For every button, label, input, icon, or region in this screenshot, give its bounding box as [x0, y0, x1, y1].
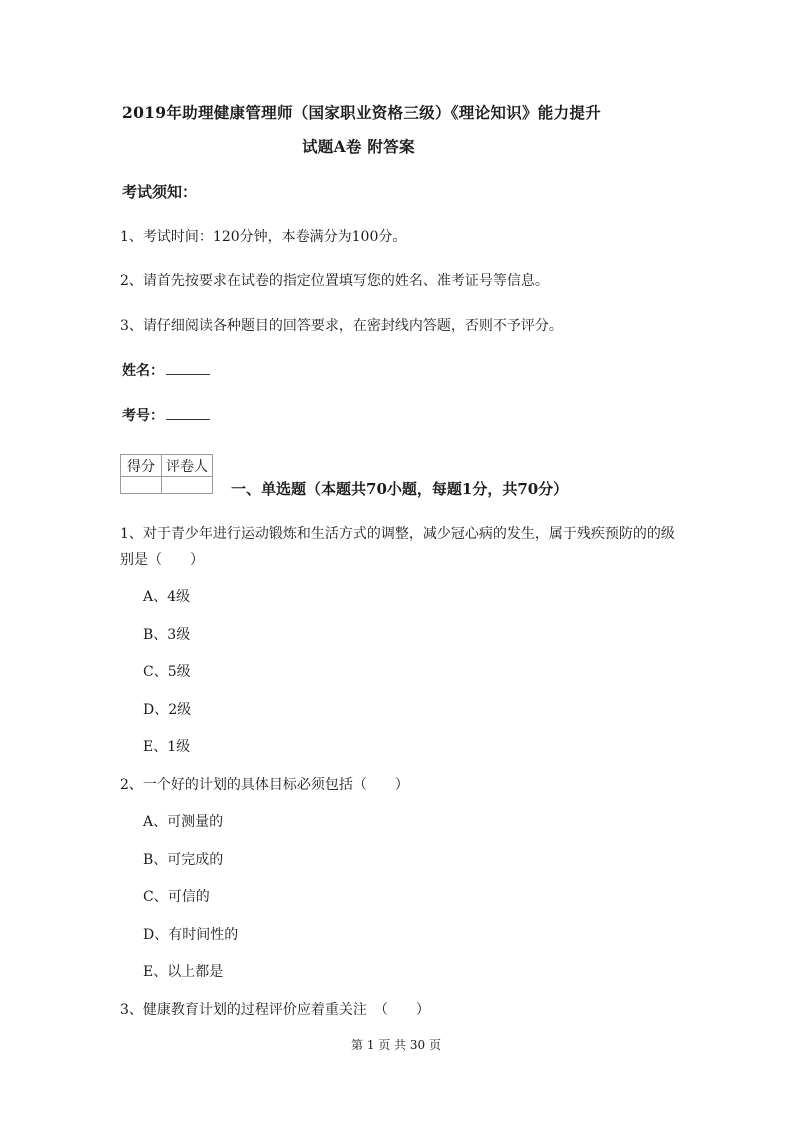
question-stem: 3、健康教育计划的过程评价应着重关注 （ ）	[120, 1002, 430, 1018]
grader-cell[interactable]	[162, 477, 213, 494]
notice-item: 2、请首先按要求在试卷的指定位置填写您的姓名、准考证号等信息。	[120, 273, 549, 289]
id-label: 考号：	[122, 408, 164, 424]
answer-option[interactable]: C、可信的	[143, 889, 210, 905]
answer-option[interactable]: E、1级	[143, 739, 191, 755]
answer-option[interactable]: B、3级	[143, 627, 191, 643]
score-table	[120, 454, 213, 494]
answer-option[interactable]: A、4级	[143, 589, 191, 605]
section-heading: 一、单选题（本题共70小题，每题1分，共70分）	[231, 480, 569, 498]
id-blank[interactable]	[166, 407, 210, 420]
page-number: 第 1 页 共 30 页	[351, 1038, 441, 1052]
score-cell[interactable]	[121, 477, 162, 494]
question-stem: 1、对于青少年进行运动锻炼和生活方式的调整，减少冠心病的发生，属于残疾预防的的级	[120, 526, 675, 542]
answer-option[interactable]: E、以上都是	[143, 964, 224, 980]
name-blank[interactable]	[166, 362, 210, 375]
notice-item: 1、考试时间：120分钟，本卷满分为100分。	[120, 229, 407, 245]
answer-option[interactable]: D、2级	[143, 702, 192, 718]
document-title-line2: 试题A卷 附答案	[302, 137, 415, 156]
answer-option[interactable]: D、有时间性的	[143, 927, 239, 943]
question-stem: 2、一个好的计划的具体目标必须包括（ ）	[120, 777, 409, 793]
id-field	[122, 405, 210, 425]
score-header: 得分	[121, 455, 162, 477]
answer-option[interactable]: A、可测量的	[143, 814, 224, 830]
notice-heading: 考试须知：	[122, 183, 198, 201]
document-title-line1: 2019年助理健康管理师（国家职业资格三级）《理论知识》能力提升	[122, 103, 601, 122]
notice-item: 3、请仔细阅读各种题目的回答要求，在密封线内答题，否则不予评分。	[120, 318, 563, 334]
answer-option[interactable]: B、可完成的	[143, 852, 224, 868]
grader-header: 评卷人	[162, 455, 213, 477]
name-field	[122, 360, 210, 380]
question-stem-cont: 别是（ ）	[120, 552, 204, 568]
name-label: 姓名：	[122, 363, 164, 379]
answer-option[interactable]: C、5级	[143, 664, 191, 680]
